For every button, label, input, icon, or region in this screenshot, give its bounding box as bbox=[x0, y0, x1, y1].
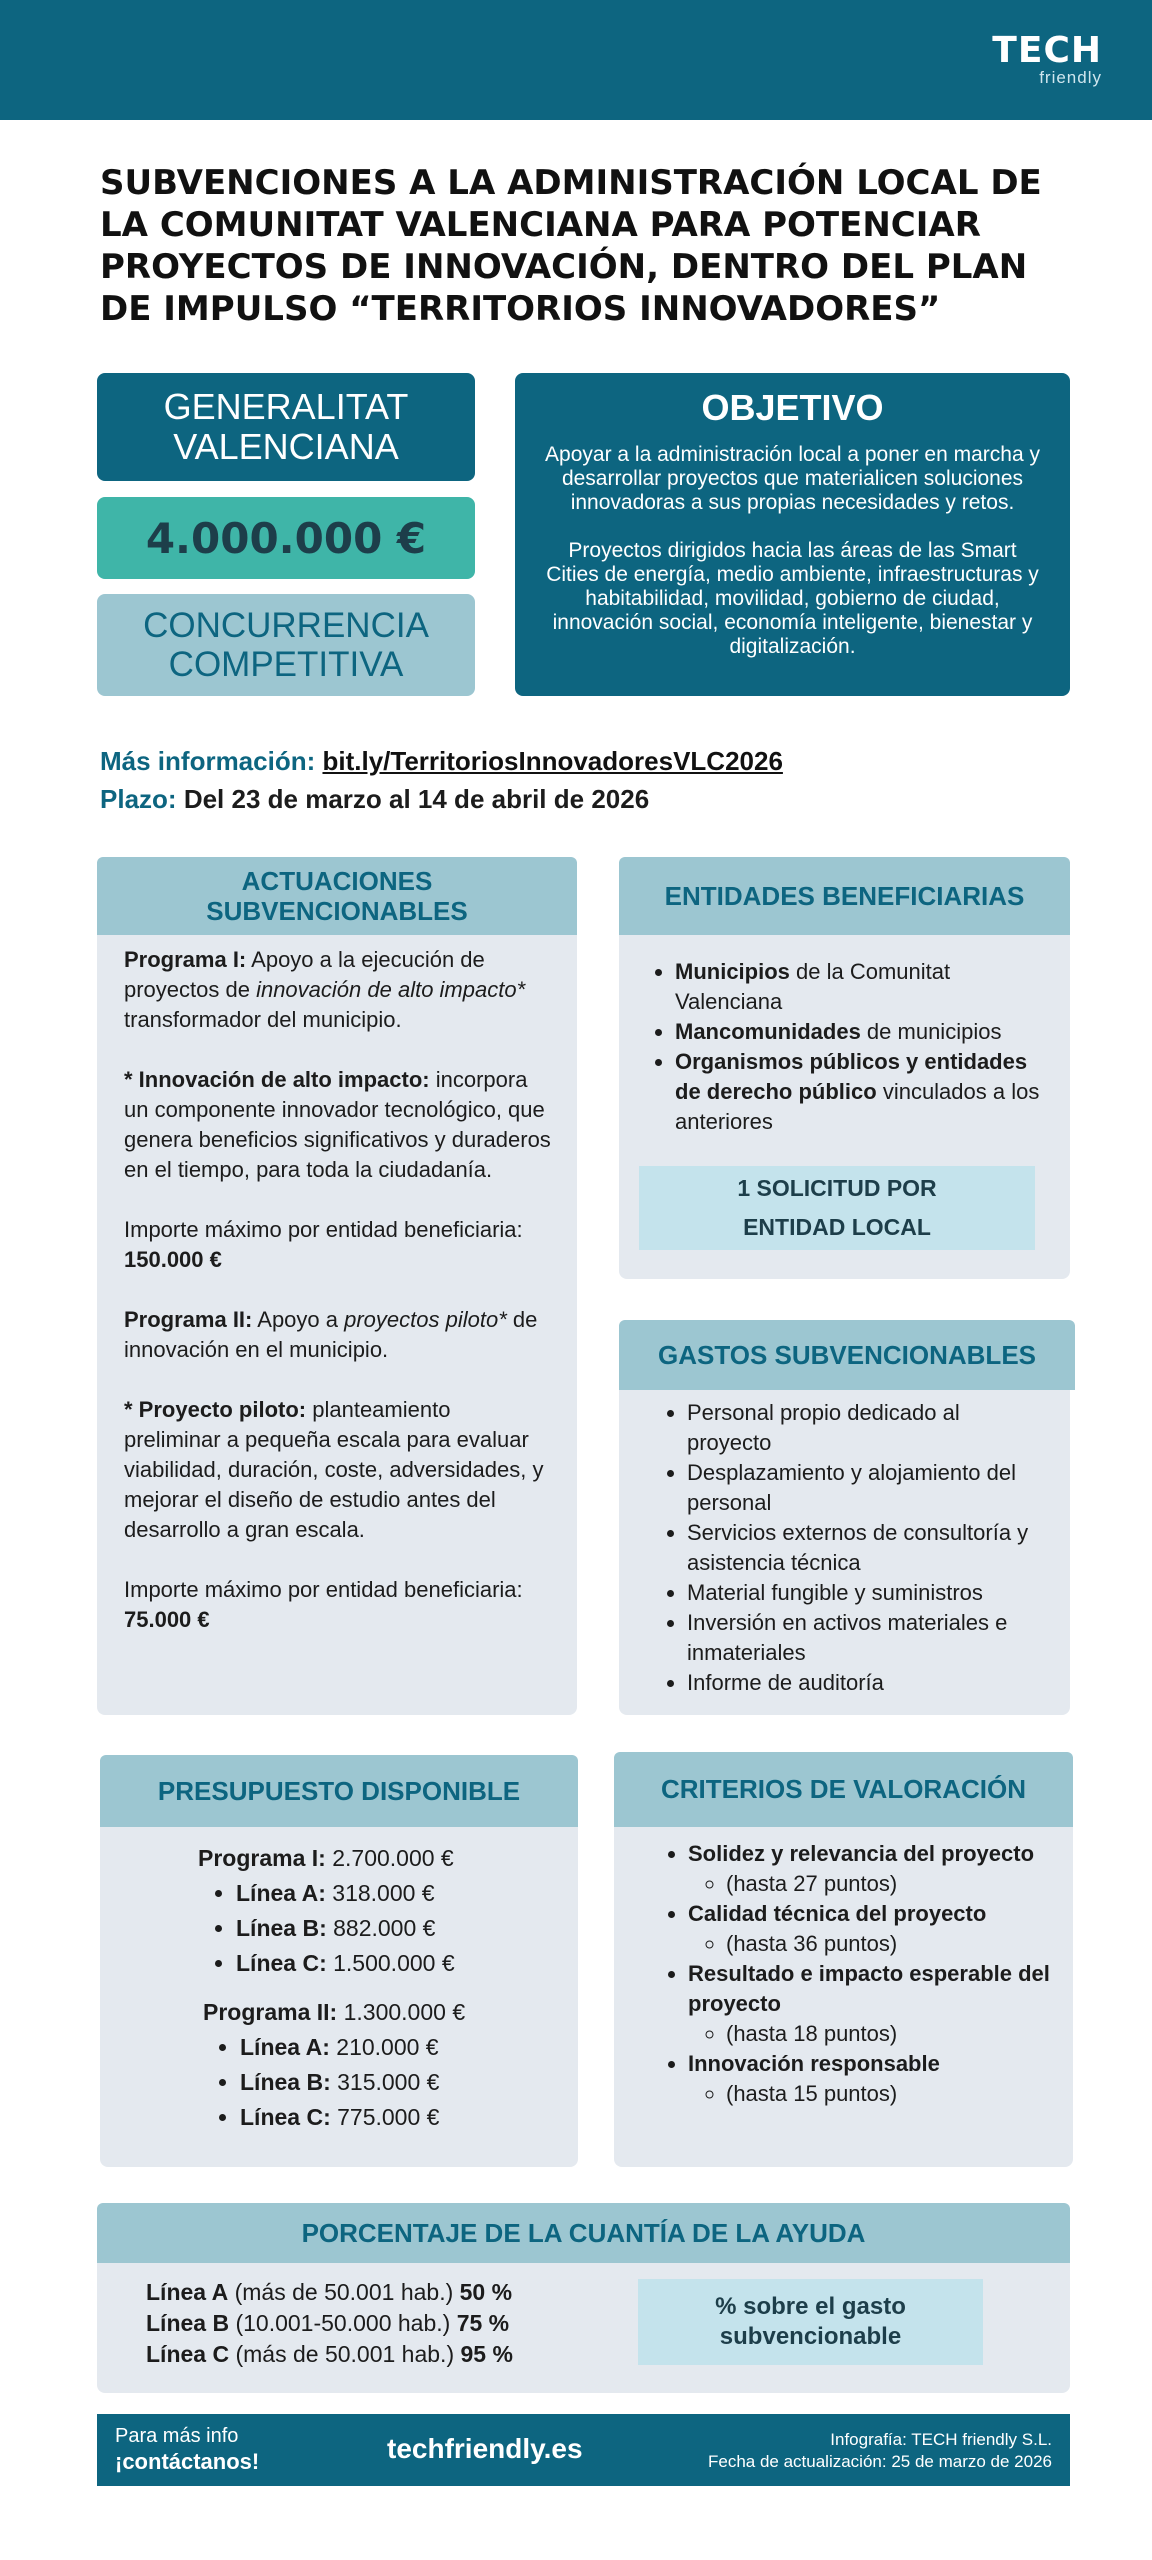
porcentaje-line-c: Línea C (más de 50.001 hab.) 95 % bbox=[146, 2341, 513, 2367]
list-item: • Mancomunidades de municipios bbox=[675, 1017, 1040, 1047]
program-2-lines bbox=[198, 2030, 578, 2135]
definition-high-impact: * Innovación de alto impacto: incorpora un componente innovador tecnológico, que genera beneficios significativos y duraderos en el tiempo, para toda la ciudadanía. bbox=[124, 1067, 551, 1182]
list-item: • Personal propio dedicado al proyecto bbox=[687, 1398, 1050, 1458]
program-1-max-value: 150.000 € bbox=[124, 1247, 222, 1272]
list-item: • Inversión en activos materiales e inmateriales bbox=[687, 1608, 1050, 1668]
more-info-link[interactable]: bit.ly/TerritoriosInnovadoresVLC2026 bbox=[322, 746, 783, 776]
presupuesto-card bbox=[100, 1755, 578, 2167]
porcentaje-title: PORCENTAJE DE LA CUANTÍA DE LA AYUDA bbox=[97, 2203, 1070, 2263]
deadline-value: Del 23 de marzo al 14 de abril de 2026 bbox=[183, 784, 650, 814]
list-item: • Calidad técnica del proyecto ◦ (hasta 36 puntos) bbox=[688, 1899, 1053, 1959]
criterios-card bbox=[614, 1752, 1073, 2167]
criterio-points: ◦ (hasta 15 puntos) bbox=[726, 2079, 1053, 2109]
header-bar bbox=[0, 0, 1152, 120]
porcentaje-line-b: Línea B (10.001-50.000 hab.) 75 % bbox=[146, 2310, 510, 2336]
procedure-box: CONCURRENCIA COMPETITIVA bbox=[97, 594, 475, 696]
footer-website-link[interactable]: techfriendly.es bbox=[387, 2433, 583, 2464]
objective-box bbox=[515, 373, 1070, 696]
deadline-label: Plazo: bbox=[100, 784, 177, 814]
organism-box: GENERALITAT VALENCIANA bbox=[97, 373, 475, 481]
criterios-body bbox=[614, 1827, 1073, 2109]
porcentaje-line-a: Línea A (más de 50.001 hab.) 50 % bbox=[146, 2279, 513, 2305]
actuaciones-title: ACTUACIONES SUBVENCIONABLES bbox=[97, 857, 577, 935]
footer-contact-big: ¡contáctanos! bbox=[115, 2449, 260, 2474]
program-1-total: Programa I: 2.700.000 € bbox=[198, 1845, 454, 1871]
amount-box: 4.000.000 € bbox=[97, 497, 475, 579]
logo-main-text: TECH bbox=[992, 30, 1102, 71]
footer-contact-small: Para más info bbox=[115, 2425, 239, 2447]
criterios-list bbox=[660, 1839, 1053, 2109]
list-item: • Innovación responsable ◦ (hasta 15 puntos) bbox=[688, 2049, 1053, 2109]
list-item: • Línea C: 1.500.000 € bbox=[236, 1946, 578, 1981]
list-item: • Servicios externos de consultoría y asistencia técnica bbox=[687, 1518, 1050, 1578]
more-info-label: Más información: bbox=[100, 746, 316, 776]
more-info-line bbox=[100, 742, 783, 780]
list-item: • Línea C: 775.000 € bbox=[240, 2100, 578, 2135]
footer-bar bbox=[97, 2414, 1070, 2486]
gastos-body bbox=[619, 1390, 1070, 1698]
gastos-list bbox=[659, 1398, 1050, 1698]
program-1-max-label: Importe máximo por entidad beneficiaria: bbox=[124, 1217, 523, 1242]
criterio-points: ◦ (hasta 27 puntos) bbox=[726, 1869, 1053, 1899]
criterios-title: CRITERIOS DE VALORACIÓN bbox=[614, 1752, 1073, 1827]
entidades-body bbox=[619, 935, 1070, 1137]
list-item: • Material fungible y suministros bbox=[687, 1578, 1050, 1608]
entidades-title: ENTIDADES BENEFICIARIAS bbox=[619, 857, 1070, 935]
porcentaje-card bbox=[97, 2203, 1070, 2393]
program-1-description: Programa I: Apoyo a la ejecución de proyectos de innovación de alto impacto* transformador del municipio. bbox=[124, 947, 526, 1032]
gastos-card bbox=[619, 1320, 1070, 1715]
objective-paragraph-1: Apoyar a la administración local a poner en marcha y desarrollar proyectos que materialicen soluciones innovadoras a sus propias necesidades y retos. bbox=[545, 443, 1040, 514]
list-item: • Municipios de la Comunitat Valenciana bbox=[675, 957, 1040, 1017]
techfriendly-logo[interactable] bbox=[992, 32, 1102, 86]
presupuesto-body bbox=[100, 1827, 578, 2135]
solicitud-note: 1 SOLICITUD POR ENTIDAD LOCAL bbox=[639, 1166, 1035, 1250]
entidades-list bbox=[647, 957, 1040, 1137]
actuaciones-body bbox=[97, 935, 577, 1635]
porcentaje-note: % sobre el gasto subvencionable bbox=[638, 2279, 983, 2365]
footer-updated: Fecha de actualización: 25 de marzo de 2026 bbox=[707, 2452, 1052, 2471]
objective-title: OBJETIVO bbox=[701, 387, 884, 428]
logo-sub-text: friendly bbox=[1039, 68, 1102, 87]
list-item: • Línea B: 882.000 € bbox=[236, 1911, 578, 1946]
list-item: • Línea A: 318.000 € bbox=[236, 1876, 578, 1911]
program-1-lines bbox=[198, 1876, 578, 1981]
objective-paragraph-2: Proyectos dirigidos hacia las áreas de las Smart Cities de energía, medio ambiente, infraestructuras y habitabilidad, movilidad, gobierno de ciudad, innovación social, economía inteligente, bienestar y digitalización. bbox=[546, 539, 1039, 658]
criterio-points: ◦ (hasta 36 puntos) bbox=[726, 1929, 1053, 1959]
program-2-max-label: Importe máximo por entidad beneficiaria: bbox=[124, 1577, 523, 1602]
actuaciones-card bbox=[97, 857, 577, 1715]
list-item: • Línea A: 210.000 € bbox=[240, 2030, 578, 2065]
entidades-card bbox=[619, 857, 1070, 1279]
info-block bbox=[100, 742, 783, 818]
list-item: • Resultado e impacto esperable del proyecto ◦ (hasta 18 puntos) bbox=[688, 1959, 1053, 2049]
page-title: SUBVENCIONES A LA ADMINISTRACIÓN LOCAL DE LA COMUNITAT VALENCIANA PARA POTENCIAR PROYECTOS DE INNOVACIÓN, DENTRO DEL PLAN DE IMPULSO “TERRITORIOS INNOVADORES” bbox=[100, 163, 1042, 329]
footer-contact[interactable] bbox=[115, 2423, 259, 2475]
criterio-points: ◦ (hasta 18 puntos) bbox=[726, 2019, 1053, 2049]
list-item: • Desplazamiento y alojamiento del personal bbox=[687, 1458, 1050, 1518]
program-2-total: Programa II: 1.300.000 € bbox=[203, 1999, 466, 2025]
deadline-line bbox=[100, 780, 783, 818]
program-2-description: Programa II: Apoyo a proyectos piloto* de innovación en el municipio. bbox=[124, 1307, 538, 1362]
list-item: • Informe de auditoría bbox=[687, 1668, 1050, 1698]
footer-credit: Infografía: TECH friendly S.L. bbox=[830, 2430, 1052, 2449]
list-item: • Solidez y relevancia del proyecto ◦ (hasta 27 puntos) bbox=[688, 1839, 1053, 1899]
gastos-title: GASTOS SUBVENCIONABLES bbox=[619, 1320, 1075, 1390]
list-item: • Organismos públicos y entidades de derecho público vinculados a los anteriores bbox=[675, 1047, 1040, 1137]
program-2-max-value: 75.000 € bbox=[124, 1607, 210, 1632]
presupuesto-title: PRESUPUESTO DISPONIBLE bbox=[100, 1755, 578, 1827]
list-item: • Línea B: 315.000 € bbox=[240, 2065, 578, 2100]
definition-pilot-project: * Proyecto piloto: planteamiento preliminar a pequeña escala para evaluar viabilidad, duración, coste, adversidades, y mejorar el diseño de estudio antes del desarrollo a gran escala. bbox=[124, 1397, 544, 1542]
footer-credits bbox=[708, 2429, 1052, 2473]
